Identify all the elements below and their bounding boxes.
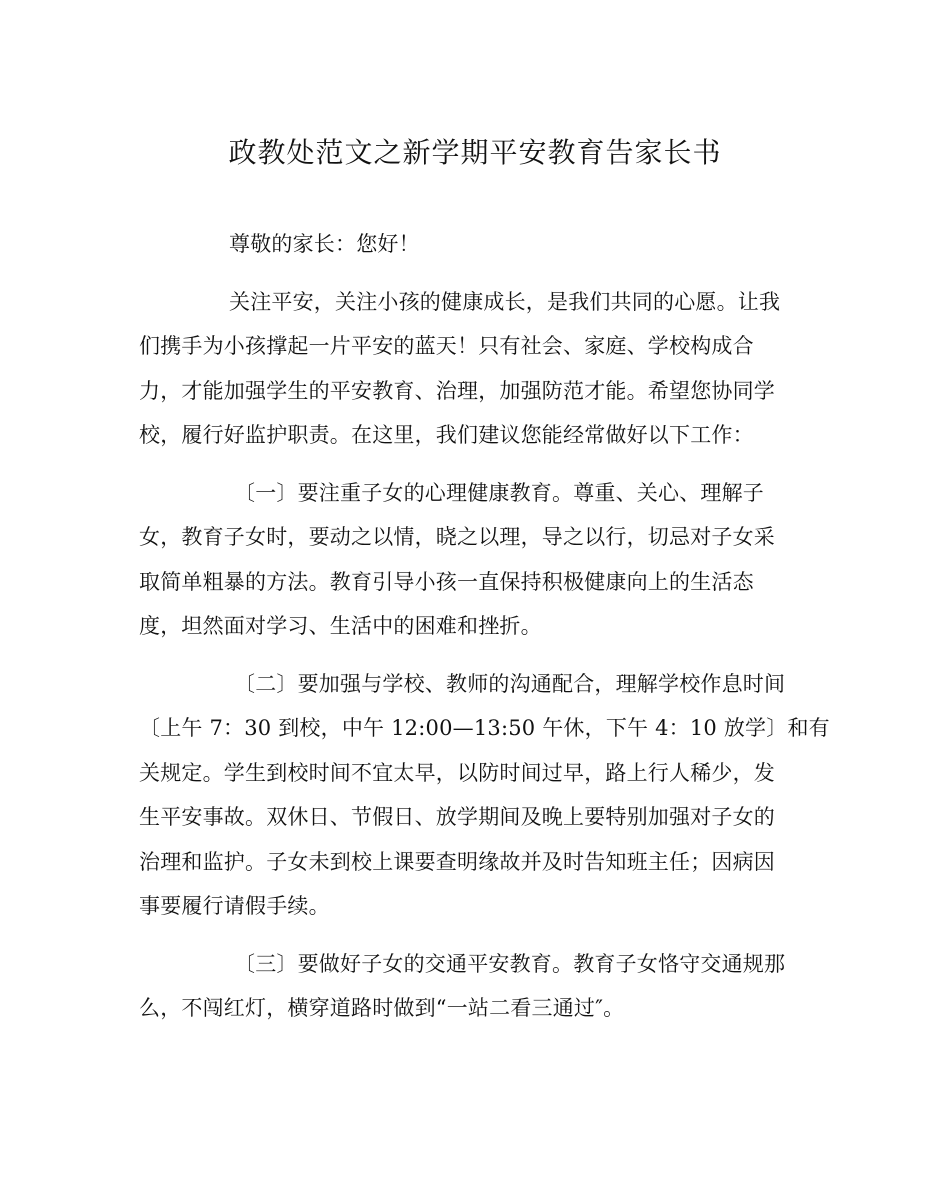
document-body: [139, 222, 830, 1031]
paragraph-item-1: [139, 471, 799, 649]
paragraph-line: 取简单粗暴的方法。教育引导小孩一直保持积极健康向上的生活态: [139, 569, 754, 594]
paragraph-line: 关规定。学生到校时间不宜太早，以防时间过早，路上行人稀少，发: [139, 760, 775, 785]
paragraph-line: 治理和监护。子女未到校上课要查明缘故并及时告知班主任；因病因: [139, 849, 775, 874]
paragraph-item-3: [139, 942, 799, 1031]
document-title: 政教处范文之新学期平安教育告家长书: [228, 136, 722, 169]
paragraph-line: 生平安事故。双休日、节假日、放学期间及晚上要特别加强对子女的: [139, 805, 775, 829]
paragraph-gap: [139, 267, 799, 280]
paragraph-intro: [139, 280, 799, 458]
paragraph-item-2: [139, 662, 830, 929]
paragraph-line: 〔上午 7：30 到校，中午 12:00—13:50 午休，下午 4：10 放学〕和有: [139, 716, 830, 740]
greeting: 尊敬的家长：您好！: [229, 232, 420, 256]
paragraph-line: 们携手为小孩撑起一片平安的蓝天！只有社会、家庭、学校构成合: [139, 334, 754, 358]
paragraph-gap: [139, 929, 799, 942]
paragraph-gap: [139, 458, 799, 471]
paragraph-line: 〔一〕要注重子女的心理健康教育。尊重、关心、理解子: [234, 480, 764, 505]
paragraph-line: 〔二〕要加强与学校、教师的沟通配合，理解学校作息时间: [234, 671, 786, 696]
paragraph-line: 关注平安，关注小孩的健康成长，是我们共同的心愿。让我: [229, 289, 781, 314]
paragraph-line: 度，坦然面对学习、生活中的困难和挫折。: [139, 614, 542, 638]
paragraph-line: 〔三〕要做好子女的交通平安教育。教育子女恪守交通规那: [234, 951, 786, 976]
paragraph-line: 女，教育子女时，要动之以情，晓之以理，导之以行，切忌对子女采: [139, 525, 775, 549]
paragraph-gap: [139, 649, 799, 662]
paragraph-line: 力，才能加强学生的平安教育、治理，加强防范才能。希望您协同学: [139, 378, 775, 403]
paragraph-line: 事要履行请假手续。: [139, 894, 330, 918]
paragraph-line: 么，不闯红灯，横穿道路时做到“一站二看三通过″。: [139, 996, 625, 1020]
paragraph-line: 校，履行好监护职责。在这里，我们建议您能经常做好以下工作：: [139, 423, 754, 447]
